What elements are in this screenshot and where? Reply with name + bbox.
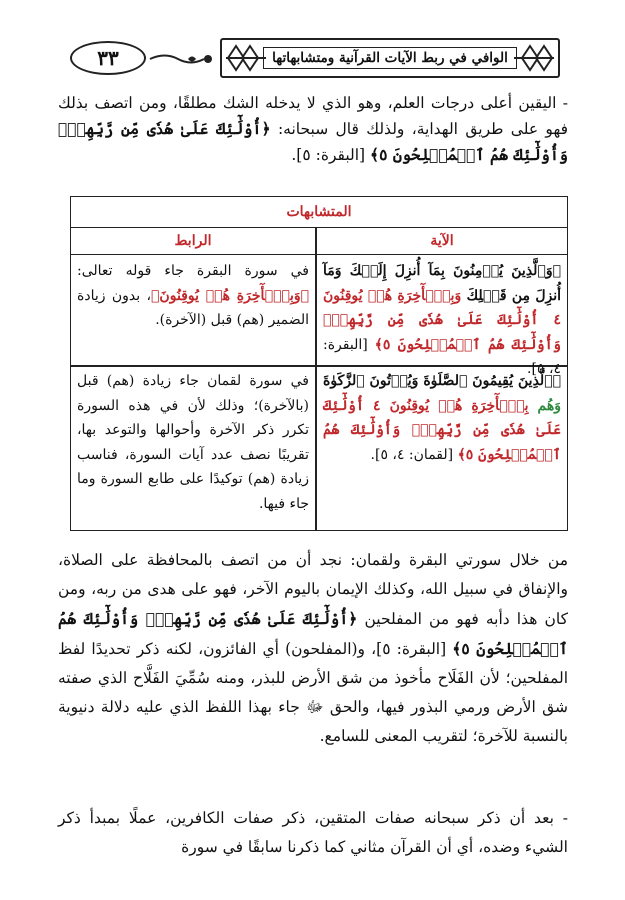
table-title: المتشابهات xyxy=(71,197,567,228)
intro-verse: ﴿أُوْلَٰٓئِكَ عَلَىٰ هُدٗى مِّن رَّبِّهِمۡۖ وَأُوْلَٰٓئِكَ هُمُ ٱلۡمُفۡلِحُونَ ٥﴾ xyxy=(58,119,568,164)
rabit-text: في سورة البقرة جاء قوله تعالى: xyxy=(77,263,309,279)
column-header-rabit: الرابط xyxy=(71,228,315,255)
body-paragraph-2: - بعد أن ذكر سبحانه صفات المتقين، ذكر صفات الكافرين، عملًا بمبدأ ذكر الشيء وضده، أي أن القرآن مثاني كما ذكرنا سابقًا في سورة xyxy=(58,809,568,856)
table-row-1-ayah xyxy=(323,259,561,382)
body-text: [البقرة: ٥]، و(المفلحون) أي الفائزون، لكنه ذكر تحديدًا لفظ المفلحين؛ لأن الفَلَاح مأخوذ من شق الأرض للبذر، ومنه سُمِّيَ الفَلَّاح الذي صفته شق الأرض ورمي البذور فيها، والحق ﷻ جاء بهذا اللفظ الذي عليه دلالة دنيوية بالنسبة للآخرة؛ لتقريب المعنى للسامع. xyxy=(58,640,568,745)
page-number: ٣٣ xyxy=(70,41,146,75)
body-verse: ﴿أُوْلَٰٓئِكَ عَلَىٰ هُدٗى مِّن رَّبِّهِمۡۖ وَأُوْلَٰٓئِكَ هُمُ ٱلۡمُفۡلِحُونَ ٥﴾ xyxy=(58,609,568,658)
intro-paragraph xyxy=(58,90,568,168)
body-paragraph-1 xyxy=(58,546,568,751)
ayah-ref: [البقرة: ٤، ٥]. xyxy=(323,336,561,377)
ayah-text: ﴿ٱلَّذِينَ يُقِيمُونَ ٱلصَّلَوٰةَ وَيُؤۡتُونَ ٱلزَّكَوٰةَ xyxy=(323,373,561,389)
ayah-ref: [لقمان: ٤، ٥]. xyxy=(370,446,458,463)
column-header-ayah: الآية xyxy=(317,228,567,255)
intro-ref: [البقرة: ٥]. xyxy=(291,146,371,164)
running-title: الوافي في ربط الآيات القرآنية ومتشابهاتها xyxy=(263,47,517,69)
decorative-pattern-icon xyxy=(514,43,554,73)
table-row-1-rabit xyxy=(77,259,309,333)
intro-text: - اليقين أعلى درجات العلم، وهو الذي لا يدخله الشك مطلقًا، ومن اتصف بذلك فهو على طريق الهداية، ولذلك قال سبحانه: xyxy=(58,94,568,138)
ayah-highlight: بِٱلۡأٓخِرَةِ هُمۡ يُوقِنُونَ ٤ أُوْلَٰٓئِكَ عَلَىٰ هُدٗى مِّن رَّبِّهِمۡۖ وَأُوْلَٰٓئِكَ هُمُ ٱلۡمُفۡلِحُونَ ٥﴾ xyxy=(323,397,561,463)
ayah-highlight-green: وَهُم xyxy=(537,397,561,414)
body-text: من خلال سورتي البقرة ولقمان: نجد أن من اتصف بالمحافظة على الصلاة، والإنفاق في سبيل الله، وكذلك الإيمان باليوم الآخر، فهو على هدى من ربه، ومن كان هذا دأبه فهو من المفلحين xyxy=(58,551,568,628)
ornament-icon xyxy=(148,52,216,66)
decorative-pattern-icon xyxy=(226,43,266,73)
page-header xyxy=(70,38,560,78)
column-divider xyxy=(315,228,317,530)
ayah-highlight: وَبِٱلۡأٓخِرَةِ هُمۡ يُوقِنُونَ ٤ أُوْلَٰٓئِكَ عَلَىٰ هُدٗى مِّن رَّبِّهِمۡۖ وَأُوْلَٰٓئِكَ هُمُ ٱلۡمُفۡلِحُونَ ٥﴾ xyxy=(323,287,562,353)
running-title-frame xyxy=(220,38,560,78)
rabit-text: ، بدون زيادة الضمير (هم) قبل (الآخرة). xyxy=(77,287,309,328)
table-row-2-rabit: في سورة لقمان جاء زيادة (هم) قبل (بالآخرة)؛ وذلك لأن في هذه السورة تكرر ذكر الآخرة وأحوالها والتوعد بها، تقريبًا نصف عدد آيات السورة، فناسب زيادة (هم) توكيدًا على طابع السورة وما جاء فيها. xyxy=(77,373,309,512)
similarities-table xyxy=(70,196,568,531)
rabit-verse: ﴿وَبِٱلۡأٓخِرَةِ هُمۡ يُوقِنُونَ﴾ xyxy=(151,287,309,304)
table-row-2-ayah xyxy=(323,369,561,467)
ayah-text: ﴿وَٱلَّذِينَ يُؤۡمِنُونَ بِمَآ أُنزِلَ إِلَيۡكَ وَمَآ أُنزِلَ مِن قَبۡلِكَ xyxy=(323,263,561,304)
